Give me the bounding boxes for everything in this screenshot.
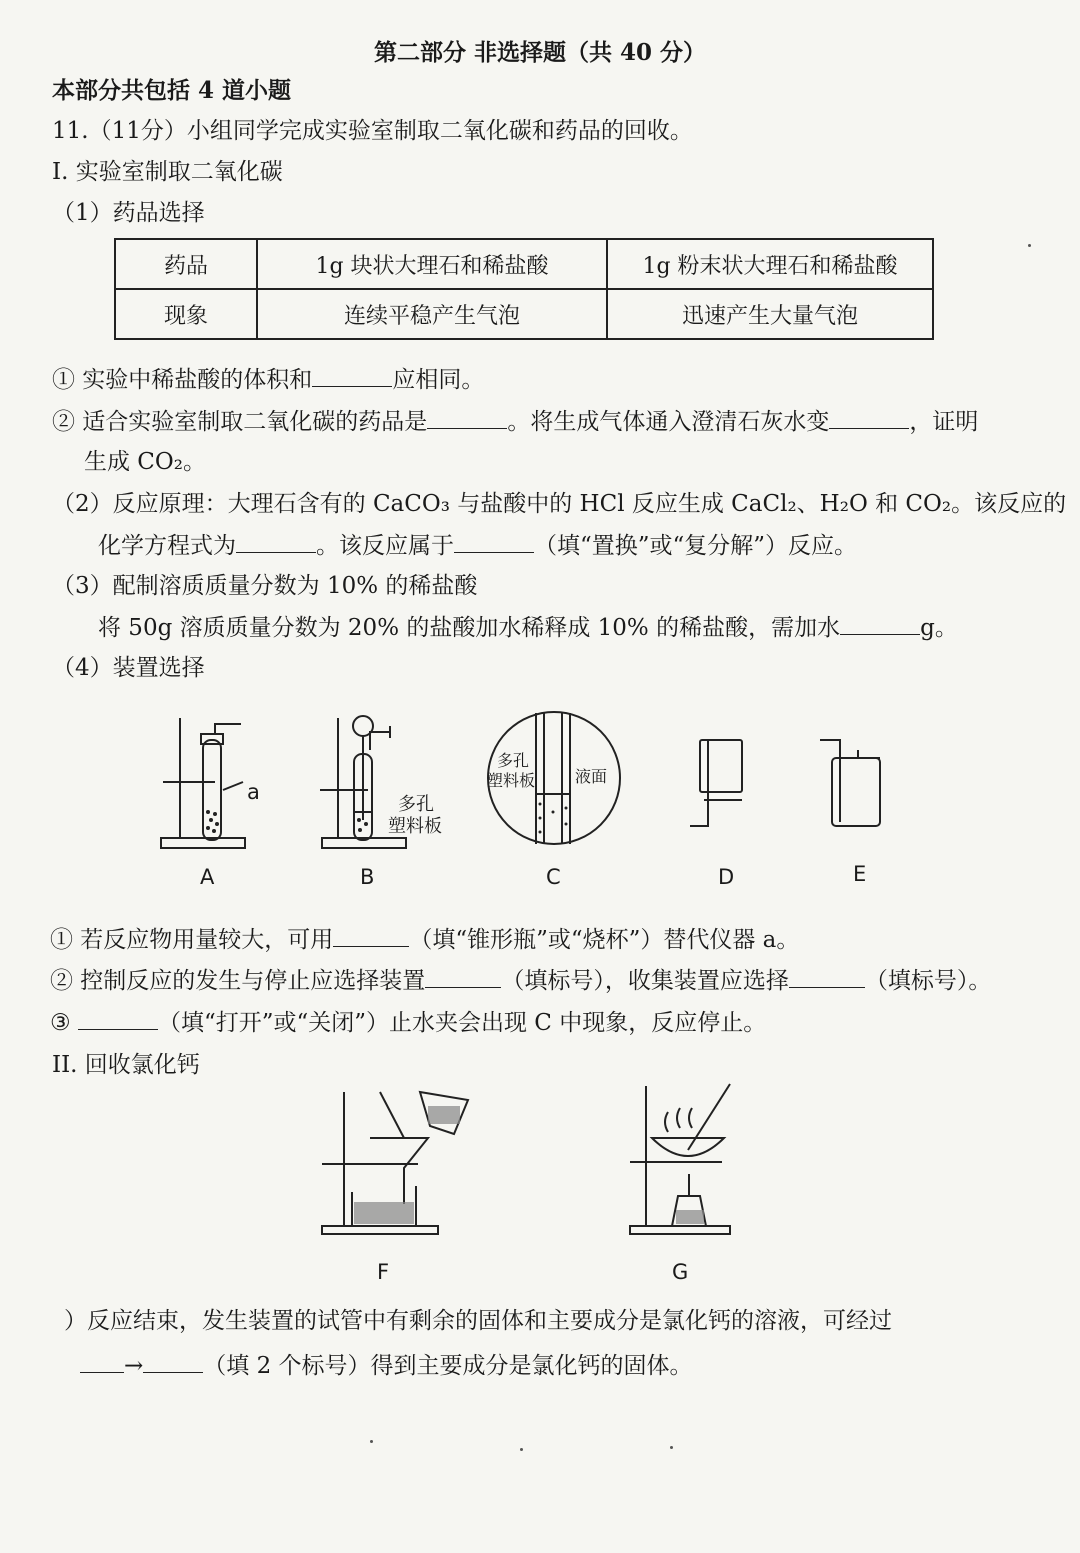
text: 。该反应属于 (316, 533, 454, 559)
table-cell: 1g 粉末状大理石和稀盐酸 (607, 239, 933, 289)
label-A: A (200, 865, 215, 889)
text: ② 适合实验室制取二氧化碳的药品是 (52, 409, 428, 435)
text: ，证明 (909, 409, 979, 435)
s1-q2 (52, 406, 978, 437)
text: ② 控制反应的发生与停止应选择装置 (50, 968, 426, 994)
part1-title: I. 实验室制取二氧化碳 (52, 159, 283, 185)
s1-q2-cont: 生成 CO₂。 (84, 449, 206, 475)
apparatus-g-figure (624, 1078, 744, 1238)
sub3-title: （3）配制溶质质量分数为 10% 的稀盐酸 (52, 573, 478, 599)
table-cell: 迅速产生大量气泡 (607, 289, 933, 339)
answer-blank[interactable] (789, 965, 865, 988)
text: 应相同。 (392, 367, 485, 393)
sub1-title: （1）药品选择 (52, 200, 205, 226)
table-row (115, 289, 933, 339)
label-G: G (672, 1260, 689, 1284)
sub2-line1: （2）反应原理：大理石含有的 CaCO₃ 与盐酸中的 HCl 反应生成 CaCl₂、H₂O 和 CO₂。该反应的 (52, 491, 1067, 517)
label-C: C (546, 865, 561, 889)
answer-blank[interactable] (236, 530, 316, 553)
final-line2 (80, 1350, 693, 1381)
text: （填“锥形瓶”或“烧杯”）替代仪器 a。 (409, 927, 800, 953)
part2-title: II. 回收氯化钙 (52, 1052, 200, 1078)
speck (670, 1446, 673, 1449)
label-D: D (718, 865, 735, 889)
sub4-title: （4）装置选择 (52, 655, 205, 681)
label-a: a (247, 780, 260, 804)
table-row (115, 239, 933, 289)
answer-blank[interactable] (80, 1350, 124, 1373)
label-c-liquid: 液面 (575, 767, 608, 786)
label-porous-1: 多孔 (398, 794, 434, 815)
section-intro: 本部分共包括 4 道小题 (52, 77, 292, 104)
answer-blank[interactable] (427, 406, 507, 429)
table-cell: 药品 (115, 239, 257, 289)
text: ① 实验中稀盐酸的体积和 (52, 367, 313, 393)
s1-q1 (52, 364, 484, 395)
label-c-porous-2: 塑料板 (487, 771, 536, 790)
final-line1: ）反应结束，发生装置的试管中有剩余的固体和主要成分是氯化钙的溶液，可经过 (64, 1308, 892, 1334)
arrow: → (124, 1353, 144, 1379)
question-stem: 11.（11分）小组同学完成实验室制取二氧化碳和药品的回收。 (52, 118, 693, 144)
s4-q1 (50, 924, 799, 955)
text: ① 若反应物用量较大，可用 (50, 927, 334, 953)
speck (520, 1448, 523, 1451)
answer-blank[interactable] (829, 406, 909, 429)
label-F: F (377, 1260, 390, 1284)
label-c-porous-1: 多孔 (497, 751, 530, 770)
text: （填“置换”或“复分解”）反应。 (534, 533, 858, 559)
speck (1028, 244, 1031, 247)
sub2-line2 (98, 530, 857, 561)
text: g。 (920, 615, 958, 641)
answer-blank[interactable] (333, 924, 409, 947)
table-cell: 连续平稳产生气泡 (257, 289, 607, 339)
text: （填标号）。 (864, 968, 992, 994)
s4-q2 (50, 965, 991, 996)
s4-q3 (50, 1007, 766, 1038)
text: 。将生成气体通入澄清石灰水变 (507, 409, 830, 435)
text: 将 50g 溶质质量分数为 20% 的盐酸加水稀释成 10% 的稀盐酸，需加水 (98, 615, 841, 641)
table-cell: 现象 (115, 289, 257, 339)
apparatus-f-figure (318, 1086, 478, 1236)
answer-blank[interactable] (312, 364, 392, 387)
label-B: B (360, 865, 375, 889)
table-cell: 1g 块状大理石和稀盐酸 (257, 239, 607, 289)
label-E: E (853, 862, 867, 886)
section-title: 第二部分 非选择题（共 40 分） (373, 39, 707, 66)
apparatus-d-figure (686, 736, 756, 836)
answer-blank[interactable] (840, 612, 920, 635)
text: ③ (50, 1010, 71, 1036)
speck (370, 1440, 373, 1443)
text: 化学方程式为 (98, 533, 236, 559)
apparatus-e-figure (818, 736, 888, 836)
drug-table (114, 238, 934, 340)
text: （填 2 个标号）得到主要成分是氯化钙的固体。 (203, 1353, 693, 1379)
text: （填“打开”或“关闭”）止水夹会出现 C 中现象，反应停止。 (157, 1010, 767, 1036)
label-porous-2: 塑料板 (388, 816, 442, 837)
sub3-line (98, 612, 958, 643)
answer-blank[interactable] (425, 965, 501, 988)
text: （填标号），收集装置应选择 (501, 968, 789, 994)
answer-blank[interactable] (78, 1007, 158, 1030)
answer-blank[interactable] (454, 530, 534, 553)
answer-blank[interactable] (143, 1350, 203, 1373)
